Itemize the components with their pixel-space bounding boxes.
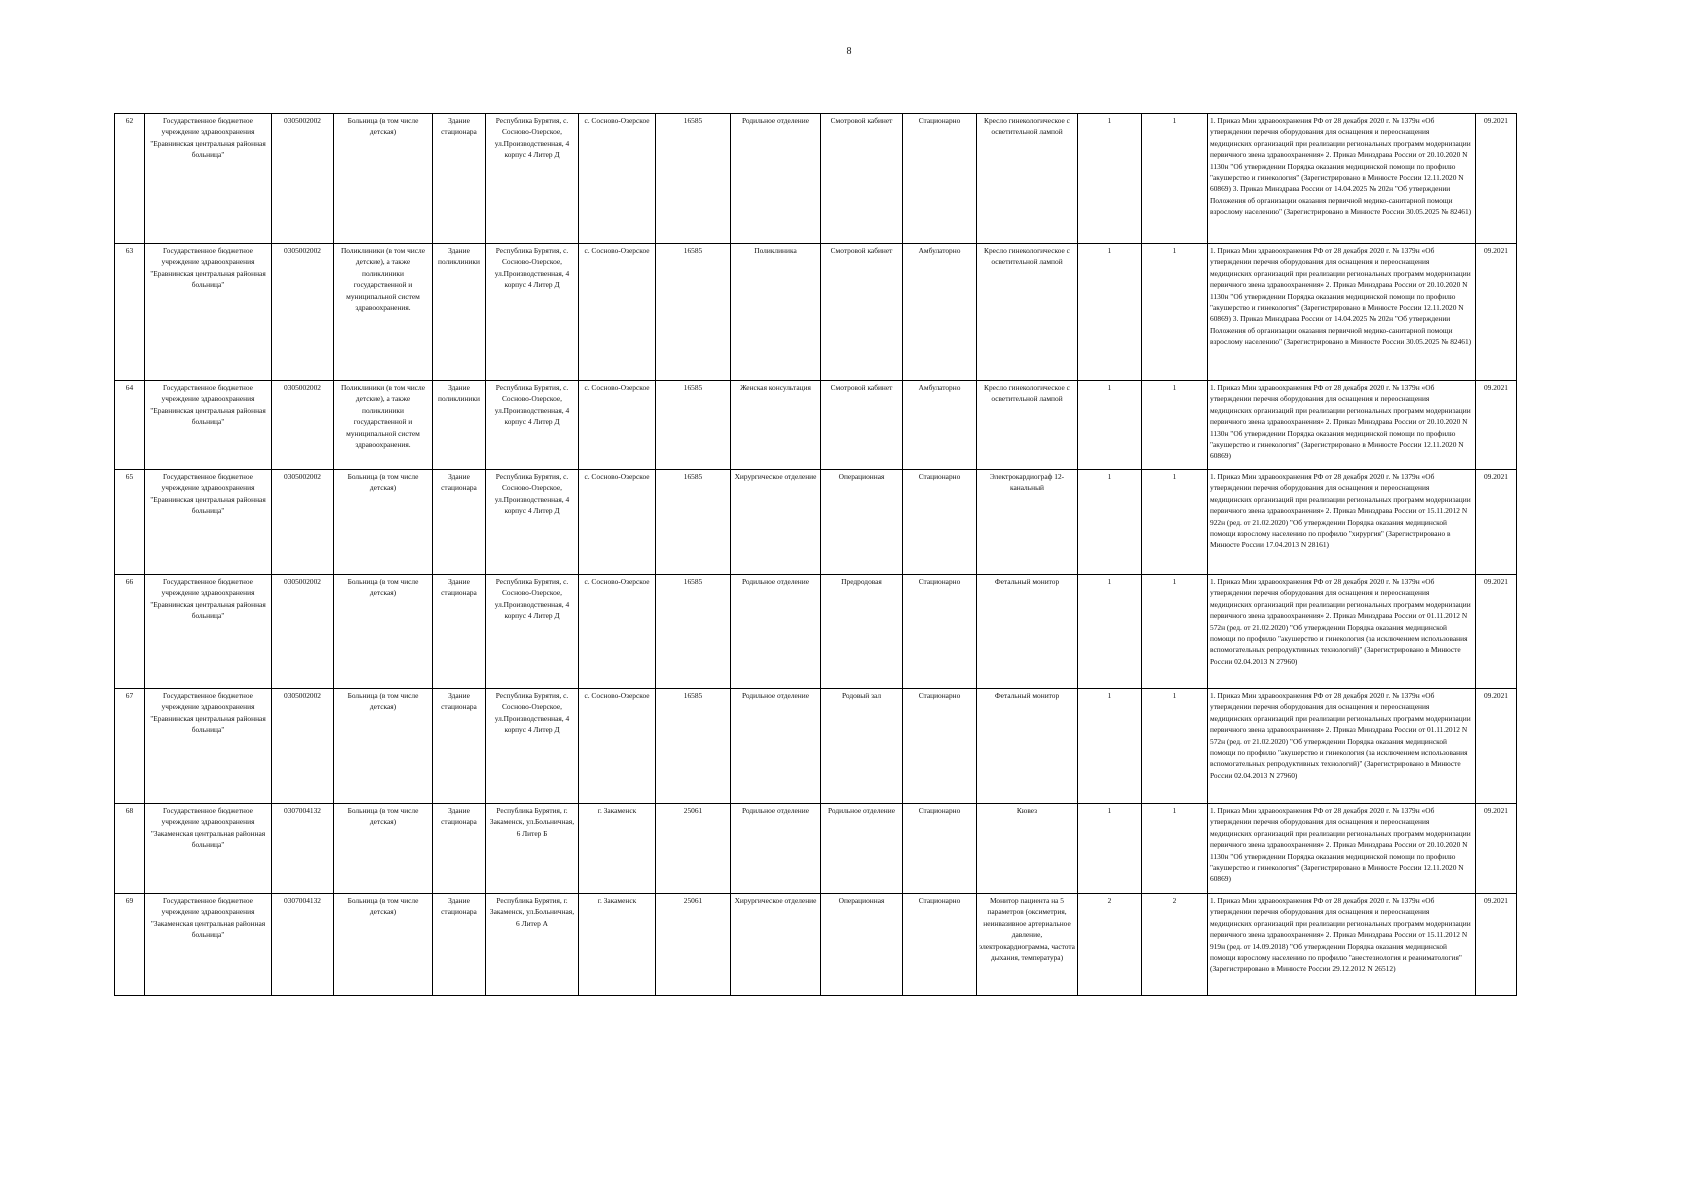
locality: с. Сосново-Озерское [579,575,656,689]
equipment-registry-table [114,113,1517,996]
legal-basis: 1. Приказ Мин здравоохранения РФ от 28 декабря 2020 г. № 1379н «Об утверждении перечня оборудования для оснащения и переоснащения медицинских организаций при реализации региональных программ модернизации первичного звена здравоохранения» 2. Приказ Минздрава России от 20.10.2020 N 1130н "Об утверждении Порядка оказания медицинской помощи по профилю "акушерство и гинекология" (Зарегистрировано в Минюсте России 12.11.2020 N 60869) 3. Приказ Минздрава России от 14.04.2025 № 202н "Об утверждении Положения об организации оказания первичной медико-санитарной помощи взрослому населению" (Зарегистрировано в Минюсте России 30.05.2025 № 82461) [1208,244,1476,381]
room: Операционная [821,470,903,575]
address: Республика Бурятия, с. Сосново-Озерское, ул.Производственная, 4 корпус 4 Литер Д [486,575,579,689]
quantity-b: 1 [1142,470,1208,575]
facility-type: Больница (в том числе детская) [334,689,433,804]
page-number: 8 [846,46,852,57]
division: Родильное отделение [731,575,821,689]
equipment: Кресло гинекологическое с осветительной лампой [977,381,1078,470]
table-row [115,470,1517,575]
locality: г. Закаменск [579,804,656,894]
postal-code: 16585 [656,689,731,804]
postal-code: 16585 [656,470,731,575]
building: Здание стационара [433,689,486,804]
organization-code: 0305002002 [272,114,334,244]
division: Хирургическое отделение [731,470,821,575]
organization-code: 0305002002 [272,470,334,575]
organization-code: 0305002002 [272,689,334,804]
equipment: Кювез [977,804,1078,894]
building: Здание стационара [433,894,486,996]
room: Смотровой кабинет [821,114,903,244]
organization-code: 0305002002 [272,244,334,381]
equipment: Монитор пациента на 5 параметров (оксиметрия, неинвазивное артериальное давление, электрокардиограмма, частота дыхания, температура) [977,894,1078,996]
table-row [115,894,1517,996]
building: Здание поликлиники [433,244,486,381]
row-number: 64 [115,381,145,470]
organization-name: Государственное бюджетное учреждение здравоохранения "Еравнинская центральная районная больница" [145,575,272,689]
division: Родильное отделение [731,689,821,804]
date: 09.2021 [1476,381,1517,470]
room: Операционная [821,894,903,996]
legal-basis: 1. Приказ Мин здравоохранения РФ от 28 декабря 2020 г. № 1379н «Об утверждении перечня оборудования для оснащения и переоснащения медицинских организаций при реализации региональных программ модернизации первичного звена здравоохранения» 2. Приказ Минздрава России от 15.11.2012 N 919н (ред. от 14.09.2018) "Об утверждении Порядка оказания медицинской помощи взрослому населению по профилю "анестезиология и реаниматология" (Зарегистрировано в Минюсте России 29.12.2012 N 26512) [1208,894,1476,996]
equipment: Фетальный монитор [977,689,1078,804]
quantity-a: 1 [1078,114,1142,244]
address: Республика Бурятия, с. Сосново-Озерское, ул.Производственная, 4 корпус 4 Литер Д [486,114,579,244]
locality: с. Сосново-Озерское [579,244,656,381]
quantity-b: 2 [1142,894,1208,996]
facility-type: Больница (в том числе детская) [334,114,433,244]
quantity-a: 1 [1078,804,1142,894]
address: Республика Бурятия, с. Сосново-Озерское, ул.Производственная, 4 корпус 4 Литер Д [486,470,579,575]
address: Республика Бурятия, с. Сосново-Озерское, ул.Производственная, 4 корпус 4 Литер Д [486,244,579,381]
address: Республика Бурятия, с. Сосново-Озерское, ул.Производственная, 4 корпус 4 Литер Д [486,689,579,804]
date: 09.2021 [1476,114,1517,244]
organization-code: 0307004132 [272,804,334,894]
legal-basis: 1. Приказ Мин здравоохранения РФ от 28 декабря 2020 г. № 1379н «Об утверждении перечня оборудования для оснащения и переоснащения медицинских организаций при реализации региональных программ модернизации первичного звена здравоохранения» 2. Приказ Минздрава России от 20.10.2020 N 1130н "Об утверждении Порядка оказания медицинской помощи по профилю "акушерство и гинекология" (Зарегистрировано в Минюсте России 12.11.2020 N 60869) 3. Приказ Минздрава России от 14.04.2025 № 202н "Об утверждении Положения об организации оказания первичной медико-санитарной помощи взрослому населению" (Зарегистрировано в Минюсте России 30.05.2025 № 82461) [1208,114,1476,244]
room: Предродовая [821,575,903,689]
row-number: 68 [115,804,145,894]
care-mode: Стационарно [903,114,977,244]
postal-code: 25061 [656,804,731,894]
table-row [115,381,1517,470]
locality: с. Сосново-Озерское [579,470,656,575]
date: 09.2021 [1476,244,1517,381]
postal-code: 25061 [656,894,731,996]
organization-name: Государственное бюджетное учреждение здравоохранения "Еравнинская центральная районная больница" [145,114,272,244]
row-number: 69 [115,894,145,996]
organization-code: 0305002002 [272,381,334,470]
date: 09.2021 [1476,470,1517,575]
care-mode: Амбулаторно [903,244,977,381]
table-row [115,689,1517,804]
quantity-b: 1 [1142,381,1208,470]
locality: г. Закаменск [579,894,656,996]
building: Здание стационара [433,575,486,689]
building: Здание стационара [433,804,486,894]
quantity-b: 1 [1142,804,1208,894]
division: Родильное отделение [731,114,821,244]
building: Здание стационара [433,114,486,244]
organization-name: Государственное бюджетное учреждение здравоохранения "Еравнинская центральная районная больница" [145,689,272,804]
quantity-a: 1 [1078,575,1142,689]
postal-code: 16585 [656,575,731,689]
postal-code: 16585 [656,114,731,244]
room: Родильное отделение [821,804,903,894]
care-mode: Стационарно [903,689,977,804]
building: Здание поликлиники [433,381,486,470]
organization-name: Государственное бюджетное учреждение здравоохранения "Еравнинская центральная районная больница" [145,244,272,381]
care-mode: Амбулаторно [903,381,977,470]
legal-basis: 1. Приказ Мин здравоохранения РФ от 28 декабря 2020 г. № 1379н «Об утверждении перечня оборудования для оснащения и переоснащения медицинских организаций при реализации региональных программ модернизации первичного звена здравоохранения» 2. Приказ Минздрава России от 15.11.2012 N 922н (ред. от 21.02.2020) "Об утверждении Порядка оказания медицинской помощи взрослому населению по профилю "хирургия" (Зарегистрировано в Минюсте России 17.04.2013 N 28161) [1208,470,1476,575]
facility-type: Поликлиники (в том числе детские), а также поликлиники государственной и муниципальной систем здравоохранения. [334,381,433,470]
facility-type: Поликлиники (в том числе детские), а также поликлиники государственной и муниципальной систем здравоохранения. [334,244,433,381]
organization-code: 0305002002 [272,575,334,689]
organization-name: Государственное бюджетное учреждение здравоохранения "Еравнинская центральная районная больница" [145,381,272,470]
care-mode: Стационарно [903,470,977,575]
quantity-a: 1 [1078,470,1142,575]
care-mode: Стационарно [903,894,977,996]
date: 09.2021 [1476,689,1517,804]
table-row [115,804,1517,894]
room: Родовый зал [821,689,903,804]
table-row [115,114,1517,244]
equipment: Кресло гинекологическое с осветительной лампой [977,114,1078,244]
organization-name: Государственное бюджетное учреждение здравоохранения "Закаменская центральная районная больница" [145,894,272,996]
quantity-a: 1 [1078,244,1142,381]
table-row [115,244,1517,381]
equipment: Электрокардиограф 12-канальный [977,470,1078,575]
address: Республика Бурятия, г. Закаменск, ул.Больничная, 6 Литер А [486,894,579,996]
quantity-b: 1 [1142,244,1208,381]
building: Здание стационара [433,470,486,575]
row-number: 66 [115,575,145,689]
facility-type: Больница (в том числе детская) [334,470,433,575]
table-row [115,575,1517,689]
quantity-b: 1 [1142,114,1208,244]
postal-code: 16585 [656,381,731,470]
legal-basis: 1. Приказ Мин здравоохранения РФ от 28 декабря 2020 г. № 1379н «Об утверждении перечня оборудования для оснащения и переоснащения медицинских организаций при реализации региональных программ модернизации первичного звена здравоохранения» 2. Приказ Минздрава России от 20.10.2020 N 1130н "Об утверждении Порядка оказания медицинской помощи по профилю "акушерство и гинекология" (Зарегистрировано в Минюсте России 12.11.2020 N 60869) [1208,381,1476,470]
facility-type: Больница (в том числе детская) [334,894,433,996]
date: 09.2021 [1476,575,1517,689]
row-number: 63 [115,244,145,381]
facility-type: Больница (в том числе детская) [334,804,433,894]
division: Поликлиника [731,244,821,381]
quantity-a: 2 [1078,894,1142,996]
legal-basis: 1. Приказ Мин здравоохранения РФ от 28 декабря 2020 г. № 1379н «Об утверждении перечня оборудования для оснащения и переоснащения медицинских организаций при реализации региональных программ модернизации первичного звена здравоохранения» 2. Приказ Минздрава России от 20.10.2020 N 1130н "Об утверждении Порядка оказания медицинской помощи по профилю "акушерство и гинекология" (Зарегистрировано в Минюсте России 12.11.2020 N 60869) [1208,804,1476,894]
organization-name: Государственное бюджетное учреждение здравоохранения "Еравнинская центральная районная больница" [145,470,272,575]
address: Республика Бурятия, с. Сосново-Озерское, ул.Производственная, 4 корпус 4 Литер Д [486,381,579,470]
division: Хирургическое отделение [731,894,821,996]
equipment: Фетальный монитор [977,575,1078,689]
organization-name: Государственное бюджетное учреждение здравоохранения "Закаменская центральная районная больница" [145,804,272,894]
division: Женская консультация [731,381,821,470]
date: 09.2021 [1476,804,1517,894]
room: Смотровой кабинет [821,244,903,381]
quantity-b: 1 [1142,689,1208,804]
locality: с. Сосново-Озерское [579,689,656,804]
quantity-a: 1 [1078,381,1142,470]
room: Смотровой кабинет [821,381,903,470]
row-number: 67 [115,689,145,804]
date: 09.2021 [1476,894,1517,996]
address: Республика Бурятия, г. Закаменск, ул.Больничная, 6 Литер Б [486,804,579,894]
care-mode: Стационарно [903,575,977,689]
division: Родильное отделение [731,804,821,894]
quantity-b: 1 [1142,575,1208,689]
care-mode: Стационарно [903,804,977,894]
equipment: Кресло гинекологическое с осветительной лампой [977,244,1078,381]
locality: с. Сосново-Озерское [579,381,656,470]
facility-type: Больница (в том числе детская) [334,575,433,689]
row-number: 65 [115,470,145,575]
locality: с. Сосново-Озерское [579,114,656,244]
quantity-a: 1 [1078,689,1142,804]
legal-basis: 1. Приказ Мин здравоохранения РФ от 28 декабря 2020 г. № 1379н «Об утверждении перечня оборудования для оснащения и переоснащения медицинских организаций при реализации региональных программ модернизации первичного звена здравоохранения» 2. Приказ Минздрава России от 01.11.2012 N 572н (ред. от 21.02.2020) "Об утверждении Порядка оказания медицинской помощи по профилю "акушерство и гинекология (за исключением использования вспомогательных репродуктивных технологий)" (Зарегистрировано в Минюсте России 02.04.2013 N 27960) [1208,575,1476,689]
organization-code: 0307004132 [272,894,334,996]
row-number: 62 [115,114,145,244]
legal-basis: 1. Приказ Мин здравоохранения РФ от 28 декабря 2020 г. № 1379н «Об утверждении перечня оборудования для оснащения и переоснащения медицинских организаций при реализации региональных программ модернизации первичного звена здравоохранения» 2. Приказ Минздрава России от 01.11.2012 N 572н (ред. от 21.02.2020) "Об утверждении Порядка оказания медицинской помощи по профилю "акушерство и гинекология (за исключением использования вспомогательных репродуктивных технологий)" (Зарегистрировано в Минюсте России 02.04.2013 N 27960) [1208,689,1476,804]
postal-code: 16585 [656,244,731,381]
